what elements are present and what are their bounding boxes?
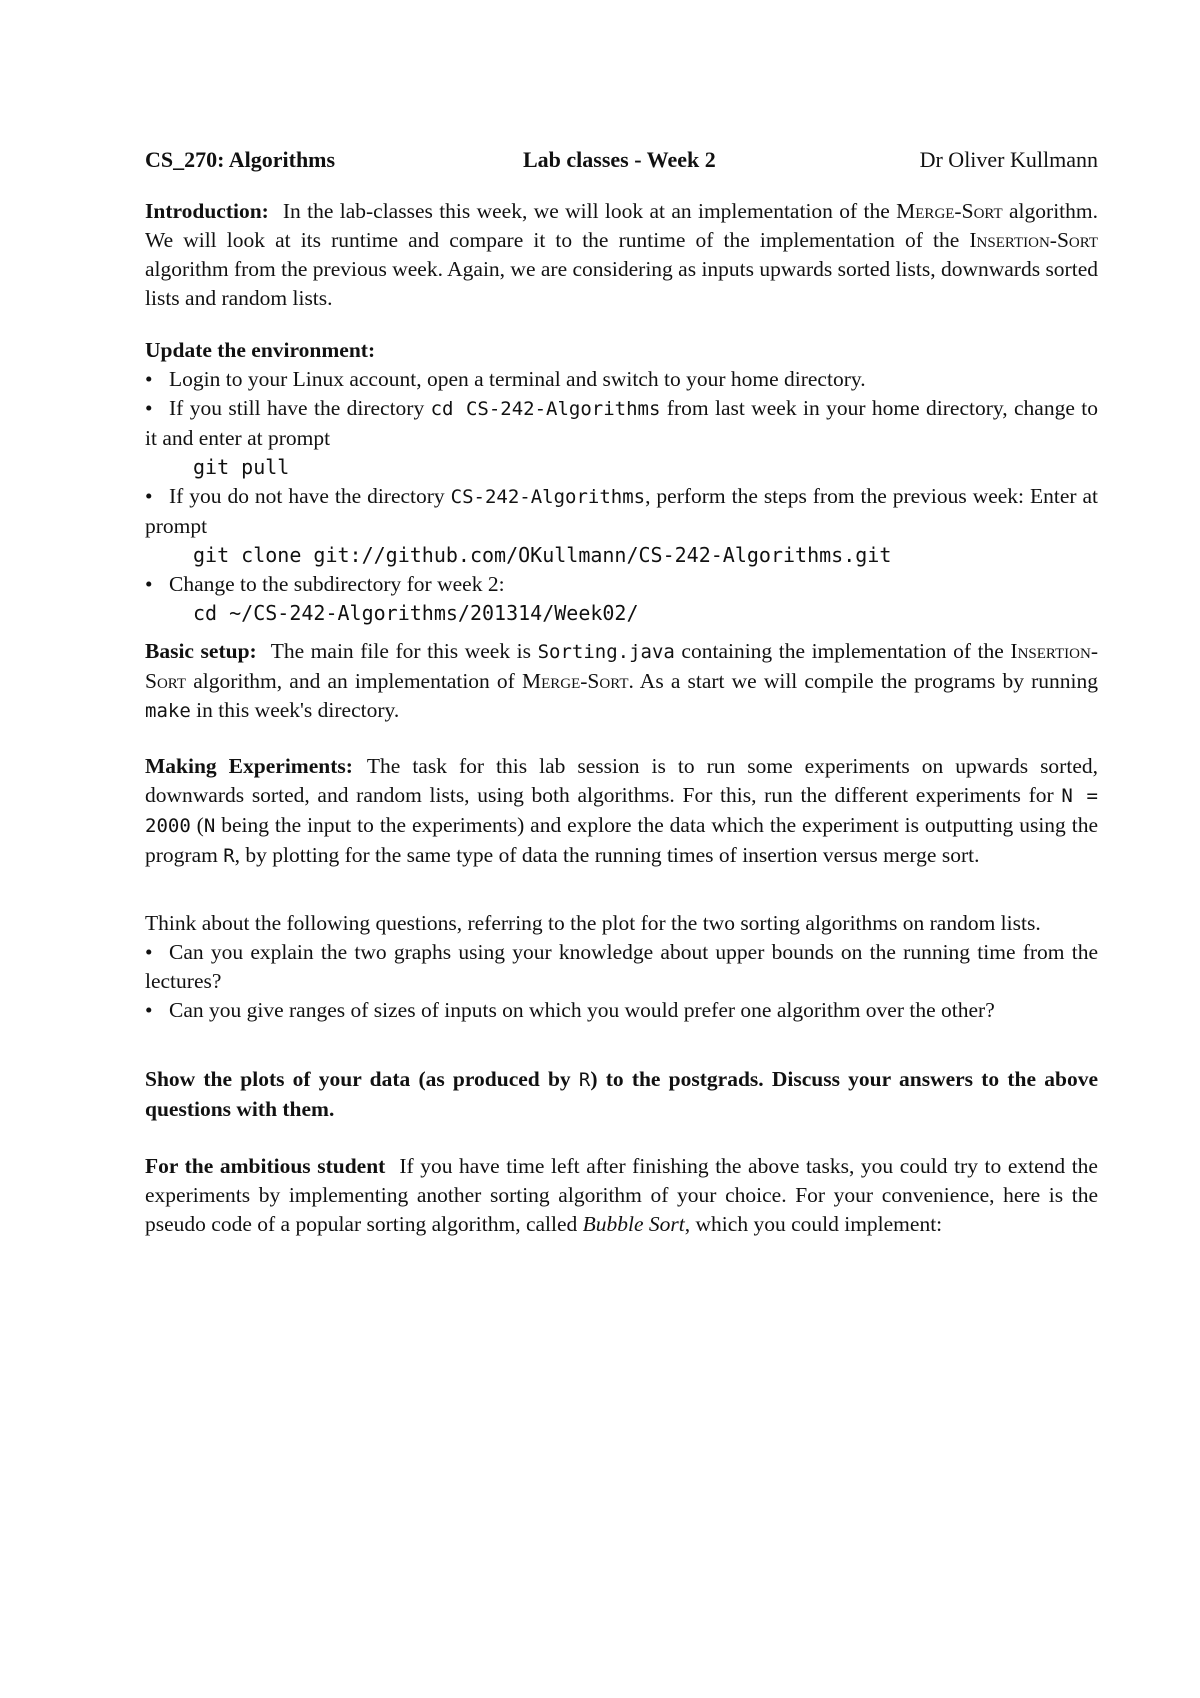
introduction-label: Introduction: — [145, 199, 269, 223]
experiments-label: Making Experiments: — [145, 754, 353, 778]
list-item: • Change to the subdirectory for week 2: — [145, 570, 1098, 599]
insertion-sort-term: Insertion-Sort — [145, 639, 1099, 693]
file-name-code: Sorting.java — [537, 641, 675, 663]
insertion-sort-term: Insertion-Sort — [969, 228, 1098, 252]
introduction-paragraph: Introduction: In the lab-classes this week, we will look at an implementation of the Merge-Sort algorithm. We will look at its runtime and compare it to the runtime of the implementation of the Insertion-Sort algorithm from the previous week. Again, we are considering as inputs upwards sorted lists, downwards sorted lists and random lists. — [145, 199, 1098, 310]
basic-setup-paragraph: Basic setup: The main file for this week is Sorting.java containing the implementation of the Insertion-Sort algorithm, and an implementation of Merge-Sort. As a start we will compile the programs by running make in this week's directory. — [145, 639, 1099, 722]
r-program-code: R — [223, 845, 235, 867]
list-item: • If you still have the directory cd CS-242-Algorithms from last week in your home directory, change to it and enter at prompt — [145, 394, 1098, 453]
list-item: • Can you explain the two graphs using your knowledge about upper bounds on the running time from the lectures? — [145, 938, 1098, 996]
document-header — [145, 145, 1098, 175]
list-item: • Can you give ranges of sizes of inputs on which you would prefer one algorithm over the other? — [145, 996, 1098, 1025]
basic-setup-label: Basic setup: — [145, 639, 257, 663]
experiments-paragraph: Making Experiments: The task for this lab session is to run some experiments on upwards sorted, downwards sorted, and random lists, using both algorithms. For this, run the different experiments for N = 2000 (N being the input to the experiments) and explore the data which the experiment is outputting using the program R, by plotting for the same type of data the running times of insertion versus merge sort. — [145, 754, 1098, 867]
show-section — [145, 1065, 1098, 1124]
ambitious-section — [145, 1152, 1098, 1239]
update-environment-section — [145, 336, 1098, 628]
list-item: • If you do not have the directory CS-242-Algorithms, perform the steps from the previous week: Enter at prompt — [145, 482, 1098, 541]
ambitious-label: For the ambitious student — [145, 1154, 386, 1178]
ambitious-paragraph: For the ambitious student If you have time left after finishing the above tasks, you could try to extend the experiments by implementing another sorting algorithm of your choice. For your convenience, here is the pseudo code of a popular sorting algorithm, called Bubble Sort, which you could implement: — [145, 1154, 1098, 1236]
n-value-code: N = 2000 — [145, 785, 1098, 837]
bubble-sort-term: Bubble Sort — [582, 1212, 685, 1236]
directory-code: cd CS-242-Algorithms — [430, 398, 661, 420]
cd-command: cd ~/CS-242-Algorithms/201314/Week02/ — [193, 601, 639, 625]
merge-sort-term: Merge- — [896, 199, 962, 223]
r-program-code: R — [578, 1069, 591, 1091]
git-pull-command: git pull — [193, 455, 290, 479]
directory-code: CS-242-Algorithms — [450, 486, 646, 508]
author-name: Dr Oliver Kullmann — [919, 147, 1098, 172]
course-title: CS_270: Algorithms — [145, 147, 336, 172]
merge-sort-term: Merge-Sort — [521, 669, 629, 693]
update-heading: Update the environment: — [145, 338, 376, 362]
show-paragraph: Show the plots of your data (as produced by R) to the postgrads. Discuss your answers to the above questions with them. — [145, 1067, 1098, 1121]
basic-setup-section — [145, 637, 1098, 726]
questions-section — [145, 909, 1098, 1025]
list-item: • Login to your Linux account, open a terminal and switch to your home directory. — [145, 365, 1098, 394]
introduction-section — [145, 197, 1098, 313]
session-title: Lab classes - Week 2 — [523, 147, 716, 172]
git-clone-command: git clone git://github.com/OKullmann/CS-242-Algorithms.git — [193, 543, 892, 567]
experiments-section — [145, 752, 1098, 871]
questions-intro: Think about the following questions, referring to the plot for the two sorting algorithms on random lists. — [145, 911, 1041, 935]
make-code: make — [145, 700, 191, 722]
